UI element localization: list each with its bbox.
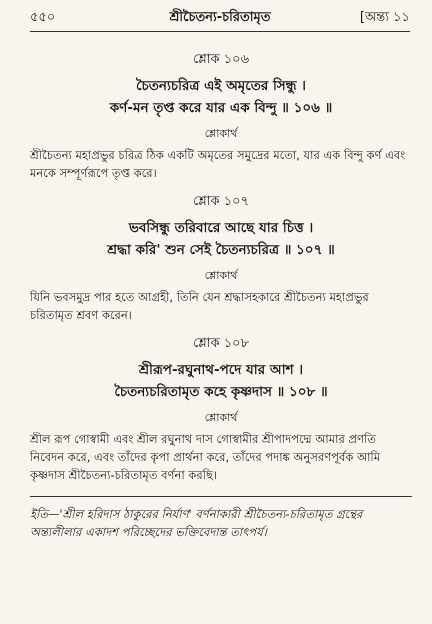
page-header	[30, 8, 410, 28]
section-divider	[30, 496, 412, 497]
verse-block	[30, 334, 412, 484]
verse-line: শ্রীরূপ-রঘুনাথ-পদে যার আশ ।	[138, 362, 304, 378]
translation-text: যিনি ভবসমুদ্র পার হতে আগ্রহী, তিনি যেন শ্রদ্ধাসহকারে শ্রীচৈতন্য মহাপ্রভুর চরিতামৃত শ্রবণ করেন।	[30, 290, 369, 322]
verse-line: ভবসিন্ধু তরিবারে আছে যার চিত্ত ।	[128, 220, 314, 236]
verse-number: শ্লোক ১০৮	[192, 336, 250, 351]
verse-line: শ্রদ্ধা করি' শুন সেই চৈতন্যচরিত্র ॥ ১০৭ ॥	[107, 242, 335, 258]
header-rule	[30, 31, 410, 32]
verse-line: চৈতন্যচরিত্র এই অমৃতের সিন্ধু ।	[136, 78, 306, 94]
page-number: ৫৫০	[30, 10, 56, 25]
translation-text: শ্রীচৈতন্য মহাপ্রভুর চরিত্র ঠিক একটি অমৃতের সমুদ্রের মতো, যার এক বিন্দু কর্ণ এবং মনকে সম্পূর্ণরূপে তৃপ্ত করে।	[30, 148, 406, 180]
chapter-reference: [অন্ত্য ১১	[359, 10, 410, 25]
page-content	[30, 40, 412, 541]
verse-number: শ্লোক ১০৭	[192, 194, 250, 209]
verse-line: কর্ণ-মন তৃপ্ত করে যার এক বিন্দু ॥ ১০৬ ॥	[109, 100, 333, 116]
chapter-closing-note: ইতি—'শ্রীল হরিদাস ঠাকুরের নির্যাণ' বর্ণনাকারী শ্রীচৈতন্য-চরিতামৃত গ্রন্থের অন্ত্যলীলার একাদশ পরিচ্ছেদের ভক্তিবেদান্ত তাৎপর্য।	[30, 507, 363, 539]
translation-heading: শ্লোকার্থ	[204, 127, 238, 140]
verse-number: শ্লোক ১০৬	[192, 52, 250, 67]
verse-line: চৈতন্যচরিতামৃত কহে কৃষ্ণদাস ॥ ১০৮ ॥	[114, 384, 328, 400]
translation-heading: শ্লোকার্থ	[204, 269, 238, 282]
verse-block	[30, 50, 412, 182]
running-title: শ্রীচৈতন্য-চরিতামৃত	[169, 10, 271, 25]
verse-block	[30, 192, 412, 324]
translation-text: শ্রীল রূপ গোস্বামী এবং শ্রীল রঘুনাথ দাস গোস্বামীর শ্রীপাদপদ্মে আমার প্রণতি নিবেদন করে, এবং তাঁদের কৃপা প্রার্থনা করে, তাঁদের পদাঙ্ক অনুসরণপূর্বক আমি কৃষ্ণদাস শ্রীচৈতন্য-চরিতামৃত বর্ণনা করছি।	[30, 432, 381, 482]
translation-heading: শ্লোকার্থ	[204, 411, 238, 424]
